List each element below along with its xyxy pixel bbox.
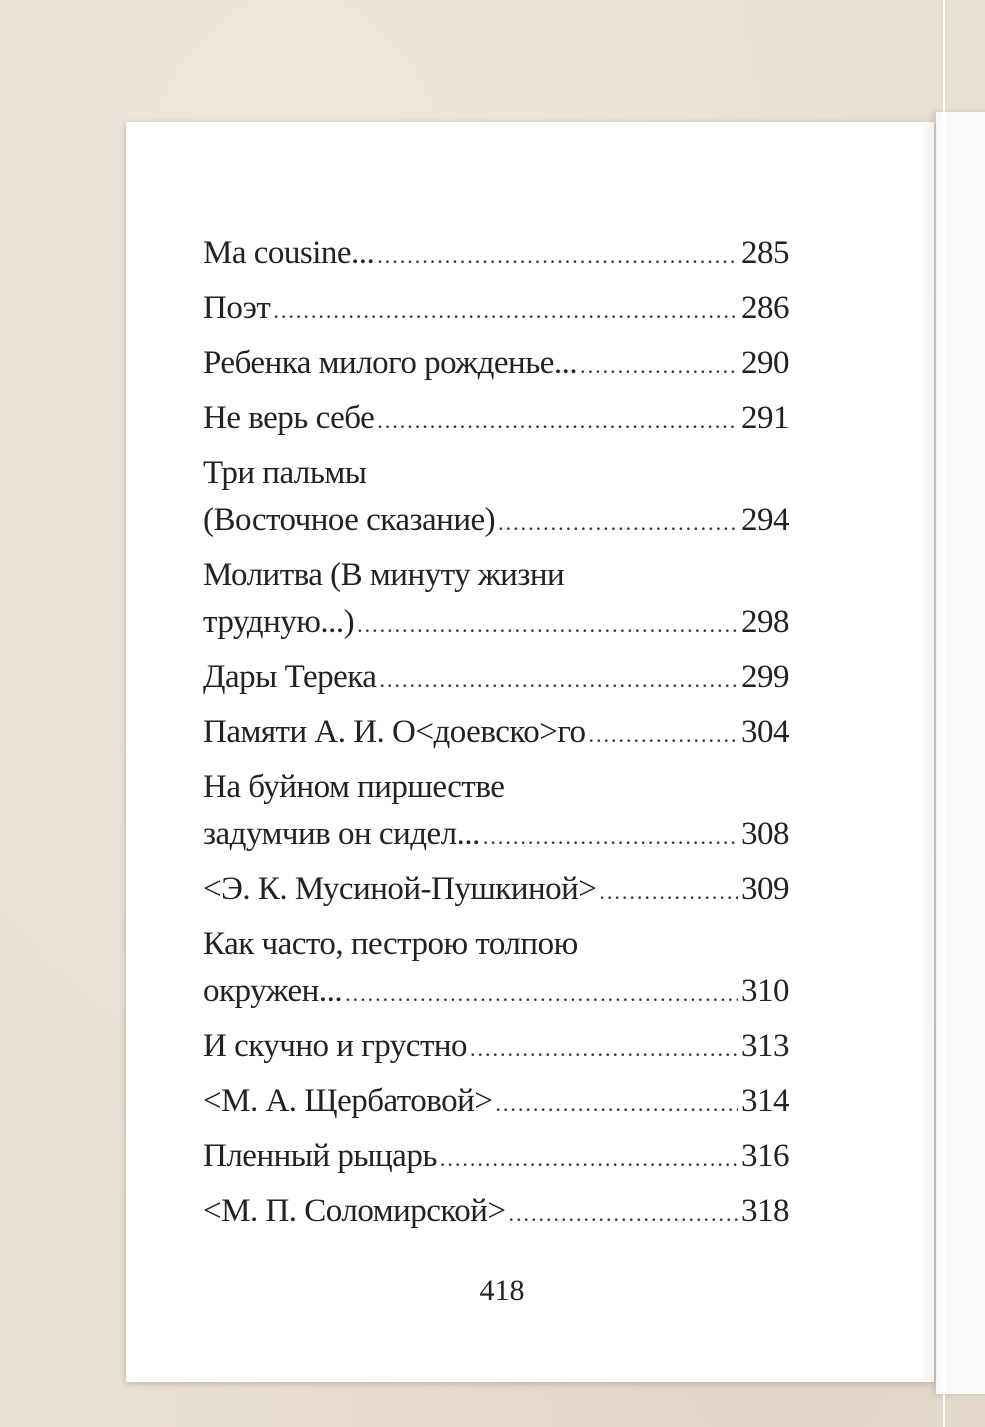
toc-entry-title: <М. П. Соломирской>: [203, 1193, 506, 1229]
toc-entry-page: 313: [741, 1028, 789, 1064]
dot-leader: [377, 239, 738, 273]
toc-entry-title: И скучно и грустно: [203, 1028, 468, 1064]
toc-entry-page: 299: [741, 659, 789, 695]
toc-entry-title: Ребенка милого рожденье...: [203, 345, 578, 381]
toc-entry-page: 316: [741, 1138, 789, 1174]
toc-entry-page: 308: [741, 816, 789, 852]
dot-leader: [599, 875, 738, 909]
dot-leader: [379, 663, 738, 697]
toc-entry-title: Не верь себе: [203, 400, 375, 436]
toc-entry: [203, 927, 789, 1008]
toc-entry-title: Памяти А. И. О<доевско>го: [203, 714, 586, 750]
toc-entry-title: <М. А. Щербатовой>: [203, 1083, 493, 1119]
toc-entry-title: задумчив он сидел...: [203, 816, 480, 852]
dot-leader: [470, 1032, 738, 1066]
dot-leader: [589, 718, 738, 752]
table-of-contents: [203, 236, 789, 1249]
toc-entry-title: Дары Терека: [203, 659, 377, 695]
toc-entry-title: Ma cousine...: [203, 235, 375, 271]
toc-entry-page: 294: [741, 502, 789, 538]
toc-entry-page: 286: [741, 290, 789, 326]
dot-leader: [498, 506, 738, 540]
toc-entry: [203, 401, 789, 435]
toc-entry-page: 298: [741, 604, 789, 640]
dot-leader: [483, 820, 738, 854]
toc-entry-title: трудную...): [203, 604, 355, 640]
dot-leader: [357, 608, 738, 642]
dot-leader: [273, 294, 738, 328]
toc-entry: [203, 872, 789, 906]
toc-entry-title-first-line: Три пальмы: [203, 455, 367, 491]
toc-entry-page: 314: [741, 1083, 789, 1119]
page-number: 418: [479, 1274, 525, 1307]
toc-entry-page: 309: [741, 871, 789, 907]
toc-entry-title: <Э. К. Мусиной-Пушкиной>: [203, 871, 597, 907]
toc-entry: [203, 770, 789, 851]
spine-highlight: [943, 0, 945, 1427]
toc-entry: [203, 1139, 789, 1173]
toc-entry-title-first-line: Молитва (В минуту жизни: [203, 557, 565, 593]
toc-entry-page: 310: [741, 973, 789, 1009]
toc-entry: [203, 346, 789, 380]
toc-entry-title: Пленный рыцарь: [203, 1138, 437, 1174]
dot-leader: [377, 404, 738, 438]
dot-leader: [580, 349, 738, 383]
toc-entry-page: 291: [741, 400, 789, 436]
toc-entry-title: (Восточное сказание): [203, 502, 496, 538]
toc-entry-title: Поэт: [203, 290, 271, 326]
dot-leader: [345, 977, 738, 1011]
toc-entry: [203, 1194, 789, 1228]
toc-entry-title: окружен...: [203, 973, 343, 1009]
dot-leader: [509, 1197, 738, 1231]
toc-entry-page: 318: [741, 1193, 789, 1229]
toc-entry: [203, 660, 789, 694]
toc-entry-title-first-line: Как часто, пестрою толпою: [203, 926, 578, 962]
dot-leader: [495, 1087, 738, 1121]
toc-entry: [203, 715, 789, 749]
toc-entry: [203, 456, 789, 537]
toc-entry: [203, 291, 789, 325]
toc-entry: [203, 236, 789, 270]
toc-entry: [203, 558, 789, 639]
dot-leader: [440, 1142, 738, 1176]
toc-entry-title-first-line: На буйном пиршестве: [203, 769, 505, 805]
toc-entry-page: 285: [741, 235, 789, 271]
toc-entry-page: 290: [741, 345, 789, 381]
toc-entry: [203, 1084, 789, 1118]
toc-entry-page: 304: [741, 714, 789, 750]
toc-entry: [203, 1029, 789, 1063]
